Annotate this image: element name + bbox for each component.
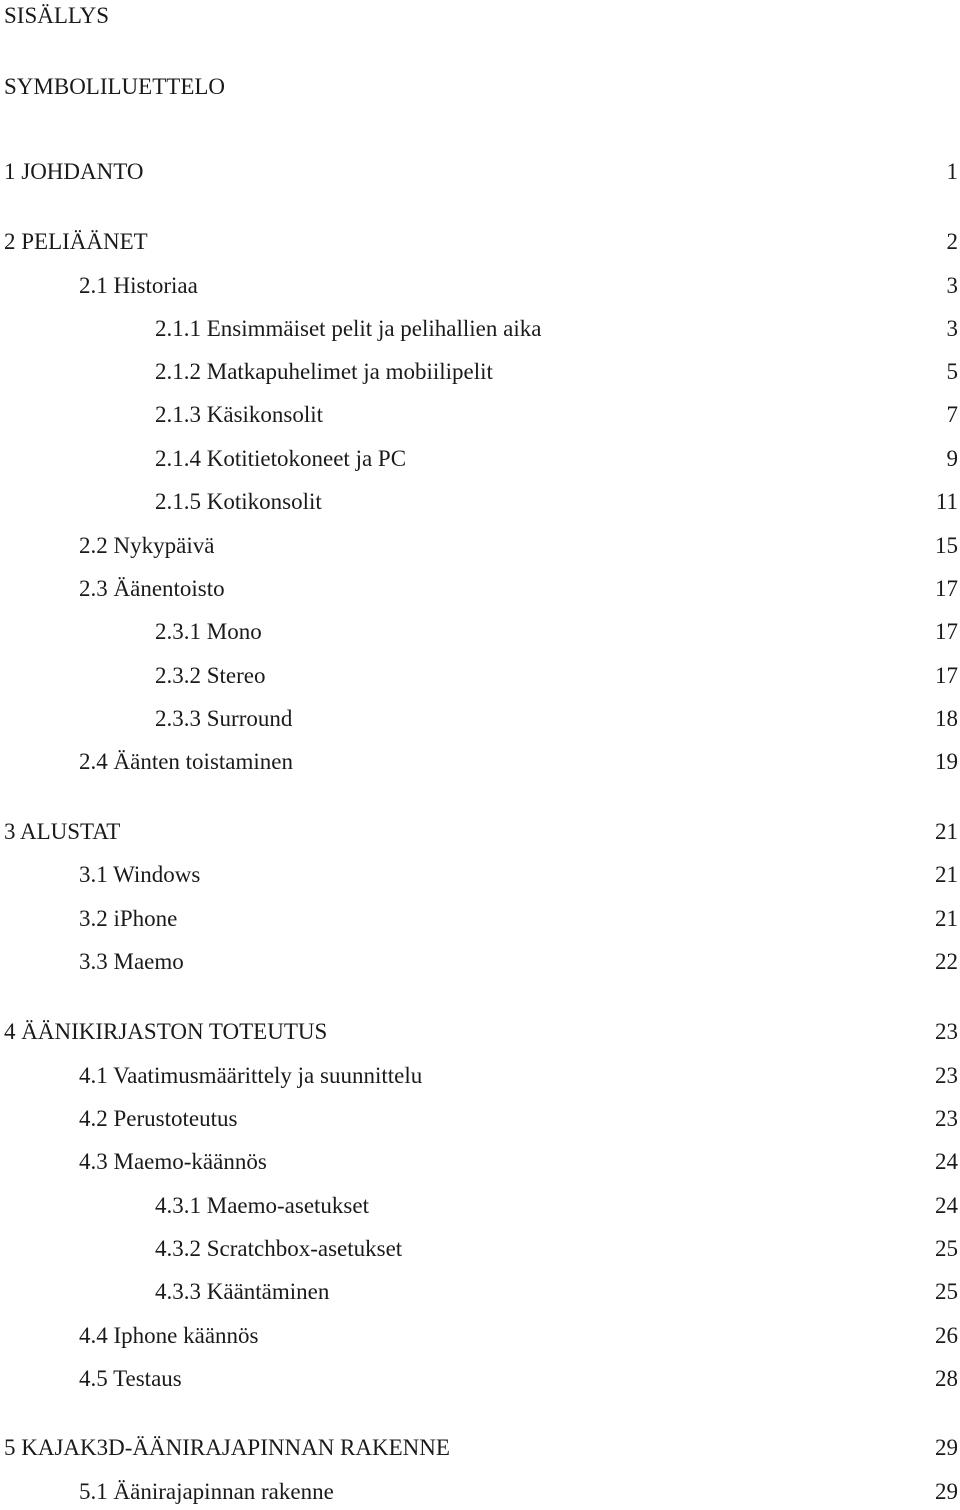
- toc-entry-label: 4.3.2 Scratchbox-asetukset: [155, 1236, 403, 1261]
- toc-entry-label: 2.1.2 Matkapuhelimet ja mobiilipelit: [155, 359, 493, 384]
- toc-entry-page: 17: [935, 663, 958, 688]
- toc-entry-label: 3 ALUSTAT: [4, 819, 121, 844]
- toc-entry-label: 4.3 Maemo-käännös: [79, 1149, 267, 1174]
- toc-entry[interactable]: [0, 574, 958, 604]
- toc-entry[interactable]: [0, 747, 958, 777]
- toc-entry-label: 3.3 Maemo: [79, 949, 184, 974]
- toc-entry-label: 2.1.4 Kotitietokoneet ja PC: [155, 446, 407, 471]
- toc-entry[interactable]: [0, 444, 958, 474]
- toc-entry-label: 4.4 Iphone käännös: [79, 1323, 259, 1348]
- toc-entry-label: 2.1.3 Käsikonsolit: [155, 402, 324, 427]
- toc-entry-label: 2.3.1 Mono: [155, 619, 262, 644]
- toc-entry-page: 24: [935, 1193, 958, 1218]
- toc-entry[interactable]: [0, 531, 958, 561]
- toc-entry[interactable]: [0, 1364, 958, 1394]
- toc-entry-label: 2.3 Äänentoisto: [79, 576, 225, 601]
- toc-entry-page: 25: [935, 1236, 958, 1261]
- toc-entry-page: 11: [935, 489, 958, 514]
- toc-entry[interactable]: [0, 1277, 958, 1307]
- toc-entry-page: 29: [935, 1435, 958, 1460]
- toc-entry[interactable]: [0, 1234, 958, 1264]
- toc-entry-page: 3: [946, 273, 958, 298]
- toc-entry-page: 24: [935, 1149, 958, 1174]
- toc-entry-label: 2.1.1 Ensimmäiset pelit ja pelihallien aika: [155, 316, 542, 341]
- toc-entry-page: 23: [935, 1019, 958, 1044]
- toc-entry[interactable]: [0, 1147, 958, 1177]
- toc-entry-chapter-5[interactable]: [0, 1433, 958, 1463]
- toc-entry-chapter-1[interactable]: [0, 157, 958, 187]
- toc-entry-label: 2.3.3 Surround: [155, 706, 293, 731]
- toc-entry[interactable]: [0, 661, 958, 691]
- toc-entry[interactable]: [0, 1061, 958, 1091]
- toc-entry[interactable]: [0, 400, 958, 430]
- toc-entry[interactable]: [0, 1104, 958, 1134]
- toc-entry-label: 2.4 Äänten toistaminen: [79, 749, 293, 774]
- toc-entry-page: 22: [935, 949, 958, 974]
- toc-entry-label: 4.1 Vaatimusmäärittely ja suunnittelu: [79, 1063, 423, 1088]
- toc-entry-page: 29: [935, 1479, 958, 1504]
- toc-entry-page: 3: [946, 316, 958, 341]
- toc-entry-page: 21: [935, 862, 958, 887]
- toc-entry-label: 2 PELIÄÄNET: [4, 229, 148, 254]
- toc-entry-page: 23: [935, 1063, 958, 1088]
- toc-entry-page: 1: [946, 159, 958, 184]
- toc-entry[interactable]: [0, 1191, 958, 1221]
- toc-entry[interactable]: [0, 904, 958, 934]
- toc-entry[interactable]: [0, 617, 958, 647]
- toc-entry-page: 17: [935, 619, 958, 644]
- toc-entry-label: 5.1 Äänirajapinnan rakenne: [79, 1479, 334, 1504]
- toc-entry-chapter-2[interactable]: [0, 227, 958, 257]
- toc-entry-page: 2: [946, 229, 958, 254]
- toc-entry-label: 2.2 Nykypäivä: [79, 533, 215, 558]
- toc-entry-label: 4.3.1 Maemo-asetukset: [155, 1193, 369, 1218]
- toc-entry-page: 19: [935, 749, 958, 774]
- toc-entry[interactable]: [0, 271, 958, 301]
- toc-entry[interactable]: [0, 860, 958, 890]
- toc-title: SISÄLLYS: [4, 3, 110, 28]
- toc-entry-label: 3.2 iPhone: [79, 906, 178, 931]
- toc-entry-page: 28: [935, 1366, 958, 1391]
- toc-entry-page: 15: [935, 533, 958, 558]
- toc-entry-label: 4.2 Perustoteutus: [79, 1106, 238, 1131]
- toc-entry[interactable]: [0, 357, 958, 387]
- toc-entry-page: 23: [935, 1106, 958, 1131]
- toc-entry-page: 9: [946, 446, 958, 471]
- symbols-heading: SYMBOLILUETTELO: [4, 74, 226, 99]
- toc-entry-label: 4.5 Testaus: [79, 1366, 182, 1391]
- toc-entry-label: 2.3.2 Stereo: [155, 663, 266, 688]
- toc-entry[interactable]: [0, 314, 958, 344]
- toc-entry[interactable]: [0, 704, 958, 734]
- toc-entry-page: 17: [935, 576, 958, 601]
- toc-entry-label: 2.1 Historiaa: [79, 273, 198, 298]
- toc-entry-label: 4 ÄÄNIKIRJASTON TOTEUTUS: [4, 1019, 328, 1044]
- toc-entry[interactable]: [0, 947, 958, 977]
- toc-entry-page: 21: [935, 906, 958, 931]
- toc-entry-label: 3.1 Windows: [79, 862, 201, 887]
- toc-entry-page: 25: [935, 1279, 958, 1304]
- toc-entry[interactable]: [0, 1477, 958, 1507]
- toc-entry-label: 2.1.5 Kotikonsolit: [155, 489, 322, 514]
- toc-entry-chapter-3[interactable]: [0, 817, 958, 847]
- toc-entry[interactable]: [0, 487, 958, 517]
- toc-entry-page: 21: [935, 819, 958, 844]
- toc-entry[interactable]: [0, 1321, 958, 1351]
- toc-entry-page: 18: [935, 706, 958, 731]
- toc-entry-label: 1 JOHDANTO: [4, 159, 144, 184]
- toc-entry-label: 5 KAJAK3D-ÄÄNIRAJAPINNAN RAKENNE: [4, 1435, 450, 1460]
- toc-entry-chapter-4[interactable]: [0, 1017, 958, 1047]
- toc-entry-page: 7: [946, 402, 958, 427]
- toc-entry-page: 26: [935, 1323, 958, 1348]
- toc-entry-label: 4.3.3 Kääntäminen: [155, 1279, 330, 1304]
- toc-entry-page: 5: [946, 359, 958, 384]
